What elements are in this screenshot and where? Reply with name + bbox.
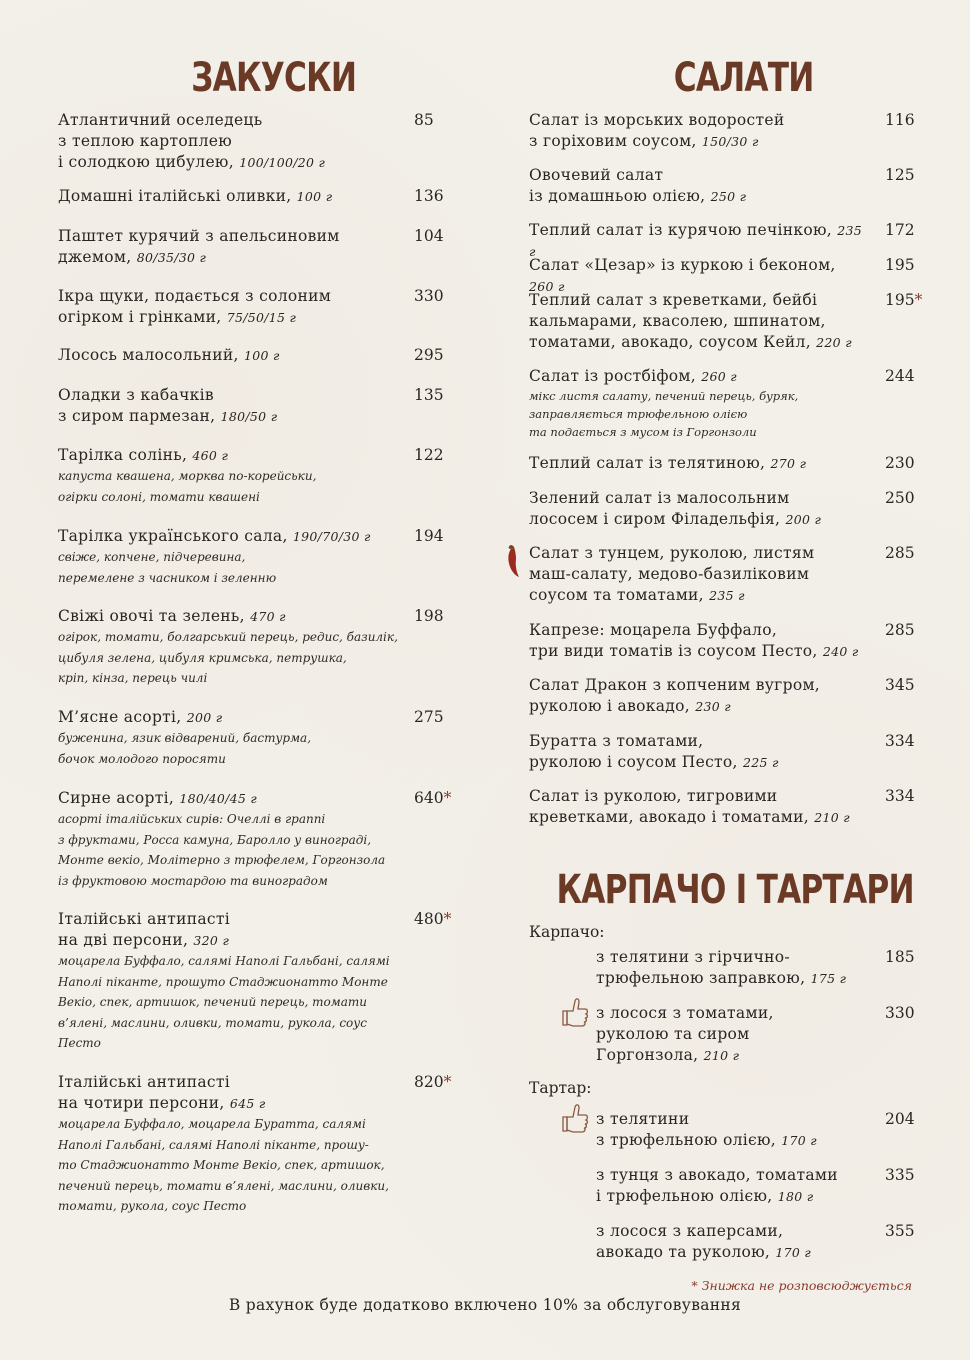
item-description: буженина, язик відварений, бастурма, бочок молодого поросяти: [58, 731, 312, 766]
price: 820*: [414, 1073, 452, 1091]
price: 172: [885, 221, 915, 239]
menu-item: Капрезе: моцарела Буффало, три види томатів із соусом Песто, 240 г 285: [529, 621, 915, 660]
zakusky-title: ЗАКУСКИ: [191, 55, 357, 101]
menu-item: Салат Дракон з копченим вугром, руколою і авокадо, 230 г 345: [529, 676, 915, 715]
price: 640*: [414, 789, 452, 807]
menu-item: М’ясне асорті, 200 г буженина, язик відварений, бастурма, бочок молодого поросяти 275: [58, 707, 450, 769]
price: 275: [414, 708, 444, 726]
menu-item: Паштет курячий з апельсиновим джемом, 80/35/30 г 104: [58, 227, 444, 266]
menu-item: Овочевий салат із домашньою олією, 250 г 125: [529, 166, 915, 205]
menu-item: Італійські антипасті на дві персони, 320 г моцарела Буффало, салямі Наполі Гальбані, салямі Наполі піканте, прошуто Стаджионатто Монте Векіо, спек, артишок, печений перець, томати в’ялені, маслини, оливки, томати, рукола, соус Песто 480*: [58, 909, 450, 1054]
price: 122: [414, 446, 444, 464]
menu-item: Тарілка солінь, 460 г капуста квашена, морква по-корейськи, огірки солоні, томати квашені 122: [58, 445, 450, 507]
price: 285: [885, 544, 915, 562]
price: 295: [414, 346, 444, 364]
price: 136: [414, 187, 444, 205]
menu-item: з тунця з авокадо, томатами і трюфельною олією, 180 г 335: [596, 1166, 915, 1205]
item-description: свіже, копчене, підчеревина, перемелене з часником і зеленню: [58, 550, 277, 585]
menu-item: Теплий салат із телятиною, 270 г 230: [529, 454, 915, 472]
menu-item: Італійські антипасті на чотири персони, 645 г моцарела Буффало, моцарела Буратта, салямі Наполі Гальбані, салямі Наполі піканте, прошу- то Стаджионатто Монте Векіо, спек, артишок, печений перець, томати в’ялені, маслини, оливки, томати, рукола, соус Песто 820*: [58, 1072, 450, 1217]
item-description: капуста квашена, морква по-корейськи, огірки солоні, томати квашені: [58, 469, 317, 504]
item-description: огірок, томати, болгарський перець, редис, базилік, цибуля зелена, цибуля кримська, петрушка, кріп, кінза, перець чилі: [58, 630, 398, 685]
carpaccio-label: Карпачо:: [529, 923, 605, 941]
menu-item: Зелений салат із малосольним лососем і сиром Філадельфія, 200 г 250: [529, 489, 915, 528]
price: 204: [885, 1110, 915, 1128]
price: 335: [885, 1166, 915, 1184]
item-description: моцарела Буффало, моцарела Буратта, салямі Наполі Гальбані, салямі Наполі піканте, прошу- то Стаджионатто Монте Векіо, спек, артишок, печений перець, томати в’ялені, маслини, оливки, томати, рукола, соус Песто: [58, 1117, 389, 1213]
menu-item: з телятини з трюфельною олією, 170 г 204: [529, 1109, 921, 1151]
price: 334: [885, 732, 915, 750]
price: 185: [885, 948, 915, 966]
price: 250: [885, 489, 915, 507]
menu-item: Салат «Цезар» із куркою і беконом, 260 г 195: [529, 256, 915, 294]
price: 135: [414, 386, 444, 404]
menu-item: Сирне асорті, 180/40/45 г асорті італійських сирів: Очеллі в граппі з фруктами, Росса камуна, Баролло у винограді, Монте векіо, Мoлітерно з трюфелем, Горгонзола із фруктовою мостардою та виноградом 640*: [58, 788, 450, 891]
menu-item: Ікра щуки, подається з солоним огірком і грінками, 75/50/15 г 330: [58, 287, 444, 326]
salaty-title: САЛАТИ: [673, 55, 814, 101]
menu-item: Домашні італійські оливки, 100 г 136: [58, 187, 444, 205]
tartare-label: Тартар:: [529, 1079, 592, 1097]
menu-item: Салат із ростбіфом, 260 г мікс листя салату, печений перець, буряк, заправляється трюфельною олією та подається з мусом із Горгонзоли 244: [529, 366, 921, 441]
price: 104: [414, 227, 444, 245]
price: 285: [885, 621, 915, 639]
price: 345: [885, 676, 915, 694]
item-description: асорті італійських сирів: Очеллі в граппі з фруктами, Росса камуна, Баролло у винограді, Монте векіо, Мoлітерно з трюфелем, Горгонзола із фруктовою мостардою та виноградом: [58, 812, 386, 888]
price: 330: [414, 287, 444, 305]
menu-item: Атлантичний оселедець з теплою картоплею і солодкою цибулею, 100/100/20 г 85: [58, 111, 434, 171]
menu-item: Оладки з кабачків з сиром пармезан, 180/50 г 135: [58, 386, 444, 425]
menu-item: з лосося з каперсами, авокадо та руколою, 170 г 355: [596, 1222, 915, 1261]
price: 194: [414, 527, 444, 545]
menu-item: Салат з тунцем, руколою, листям маш-салату, медово-базиліковим соусом та томатами, 235 г 285: [529, 543, 921, 606]
menu-item: Салат із морських водоростей з горіховим соусом, 150/30 г 116: [529, 111, 915, 150]
price: 244: [885, 367, 915, 385]
item-description: моцарела Буффало, салямі Наполі Гальбані, салямі Наполі піканте, прошуто Стаджионатто Монте Векіо, спек, артишок, печений перець, томати в’ялені, маслини, оливки, томати, рукола, соус Песто: [58, 954, 390, 1050]
menu-item: Лосось малосольний, 100 г 295: [58, 346, 444, 364]
price: 480*: [414, 910, 452, 928]
price: 334: [885, 787, 915, 805]
price: 116: [885, 111, 915, 129]
service-charge-note: В рахунок буде додатково включено 10% за обслуговування: [228, 1296, 742, 1314]
menu-item: Свіжі овочі та зелень, 470 г огірок, томати, болгарський перець, редис, базилік, цибуля зелена, цибуля кримська, петрушка, кріп, кінза, перець чилі 198: [58, 606, 450, 689]
price: 230: [885, 454, 915, 472]
price: 195*: [885, 291, 923, 309]
price: 330: [885, 1004, 915, 1022]
price: 85: [414, 111, 434, 129]
price: 125: [885, 166, 915, 184]
thumbs-up-icon: [561, 995, 591, 1031]
price: 195: [885, 256, 915, 274]
carpaccio-title: КАРПАЧО І ТАРТАРИ: [556, 867, 914, 913]
menu-item: Салат із руколою, тигровими креветками, авокадо і томатами, 210 г 334: [529, 787, 915, 826]
price: 355: [885, 1222, 915, 1240]
menu-item: Буратта з томатами, руколою і соусом Песто, 225 г 334: [529, 732, 915, 771]
discount-footnote: * Знижка не розповсюджується: [691, 1278, 912, 1293]
chili-pepper-icon: [503, 543, 523, 579]
menu-item: Теплий салат з креветками, бейбі кальмарами, квасолею, шпинатом, томатами, авокадо, соусом Кейл, 220 г 195*: [529, 291, 923, 351]
price: 198: [414, 607, 444, 625]
thumbs-up-icon: [561, 1101, 591, 1137]
menu-item: Теплий салат із курячою печінкою, 235 г 172: [529, 221, 915, 259]
menu-item: Тарілка українського сала, 190/70/30 г свіже, копчене, підчеревина, перемелене з часником і зеленню 194: [58, 526, 450, 588]
menu-item: з лосося з томатами, руколою та сиром Горгонзола, 210 г 330: [529, 1003, 921, 1066]
item-description: мікс листя салату, печений перець, буряк, заправляється трюфельною олією та подається з мусом із Горгонзоли: [529, 389, 799, 439]
menu-item: з телятини з гірчично- трюфельною заправкою, 175 г 185: [596, 948, 915, 987]
